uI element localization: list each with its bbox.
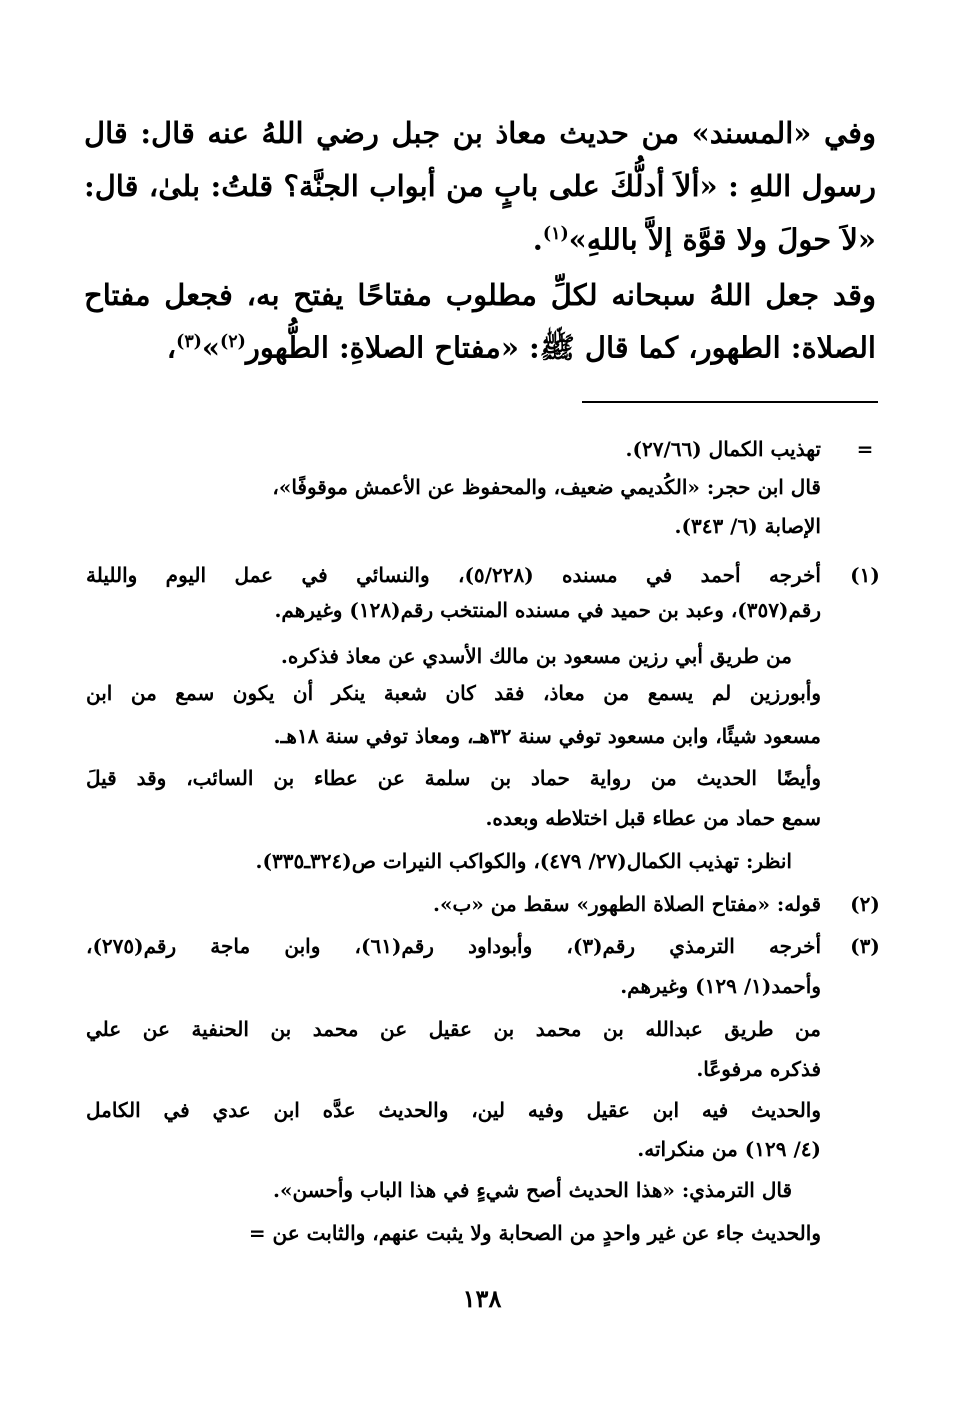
- main-text-line: رسول اللهِ : «ألاَ أدلُّكَ على بابٍ من أبواب الجنَّة؟ قلتُ: بلىٰ، قال:: [84, 169, 876, 203]
- hadith-quote: الصلاة: الطهور، كما قال ﷺ: «مفتاح الصلاةِ: الطُّهور: [245, 330, 876, 365]
- punctuation: .: [532, 222, 543, 257]
- footnote-number: (٢): [850, 892, 880, 916]
- hadith-quote: «لاَ حولَ ولا قوَّة إلاَّ باللهِ»: [568, 222, 876, 257]
- footnote-line: فذكره مرفوعًا.: [696, 1057, 821, 1081]
- footnote-number: (٣): [850, 934, 880, 958]
- footnote-line: والحديث جاء عن غير واحدٍ من الصحابة ولا يثبت عنهم، والثابت عن =: [248, 1221, 821, 1245]
- footnote-separator: [582, 401, 878, 403]
- footnote-line: رقم(٣٥٧)، وعبد بن حميد في مسنده المنتخب رقم(١٢٨) وغيرهم.: [274, 598, 821, 622]
- quote-close: »: [201, 330, 221, 365]
- footnote-line: (٤/ ١٢٩) من منكراته.: [637, 1137, 821, 1161]
- footnote-line: والحديث فيه ابن عقيل وفيه لين، والحديث عدَّه ابن عدي في الكامل: [86, 1098, 821, 1122]
- main-text-line: وفي «المسند» من حديث معاذ بن جبل رضي اللهُ عنه قال: قال: [84, 116, 876, 150]
- footnote-line: من طريق عبدالله بن محمد بن عقيل عن محمد بن الحنفية عن علي: [86, 1017, 821, 1041]
- footnote-line: من طريق أبي رزين مسعود بن مالك الأسدي عن معاذ فذكره.: [280, 644, 792, 668]
- continuation-mark: =: [856, 437, 874, 461]
- footnote-line: قال ابن حجر: «الكُديمي ضعيف، والمحفوظ عن الأعمش موقوفًا»،: [272, 475, 821, 499]
- footnote-number: (١): [850, 563, 880, 587]
- footnote-line: تهذيب الكمال (٢٧/٦٦).: [625, 437, 821, 461]
- footnote-ref: (٢): [220, 332, 246, 352]
- footnote-line: أخرجه الترمذي رقم(٣)، وأبوداود رقم(٦١)، وابن ماجة رقم(٢٧٥)،: [86, 934, 822, 958]
- footnote-line: أخرجه أحمد في مسنده (٥/٢٢٨)، والنسائي في عمل اليوم والليلة: [86, 563, 821, 587]
- footnote-line: قال الترمذي: «هذا الحديث أصح شيءٍ في هذا الباب وأحسن».: [272, 1178, 792, 1202]
- main-text-line: [84, 214, 876, 260]
- punctuation: ،: [166, 330, 177, 365]
- page-number: ١٣٨: [462, 1284, 502, 1313]
- footnote-line: الإصابة (٦/ ٣٤٣).: [674, 514, 821, 538]
- main-text-line: [84, 322, 876, 368]
- footnote-line: وأبورزين لم يسمع من معاذ، فقد كان شعبة ينكر أن يكون سمع من ابن: [86, 681, 821, 705]
- footnote-line: وأيضًا الحديث من رواية حماد بن سلمة عن عطاء بن السائب، وقد قيلَ: [86, 766, 821, 790]
- footnote-ref: (١): [542, 224, 569, 244]
- footnote-line: سمع حماد من عطاء قبل اختلاطه وبعده.: [485, 806, 821, 830]
- footnote-line: قوله: «مفتاح الصلاة الطهور» سقط من «ب».: [433, 892, 821, 916]
- footnote-ref: (٣): [176, 332, 202, 352]
- footnote-line: انظر: تهذيب الكمال(٢٧/ ٤٧٩)، والكواكب النيرات ص(٣٢٤ـ٣٣٥).: [255, 849, 792, 873]
- footnote-line: مسعود شيئًا، وابن مسعود توفي سنة ٣٢هـ، ومعاذ توفي سنة ١٨هـ.: [273, 724, 821, 748]
- main-text-line: وقد جعل اللهُ سبحانه لكلِّ مطلوب مفتاحًا يفتح به، فجعل مفتاح: [84, 278, 876, 312]
- footnote-line: وأحمد(١/ ١٢٩) وغيرهم.: [620, 974, 821, 998]
